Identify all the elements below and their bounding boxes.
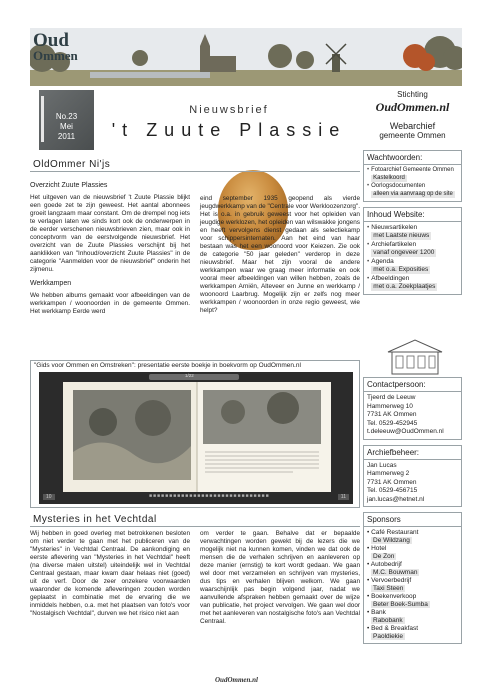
section1-col2 <box>200 195 360 315</box>
sponsor-item[interactable]: • Café Restaurant De Wildzang <box>367 529 419 544</box>
sponsor-item[interactable]: • Hotel De Zon <box>367 545 395 560</box>
wachtwoorden-title: Wachtwoorden: <box>364 151 461 165</box>
oudommen-logo[interactable]: OudOmmen.nl <box>375 100 450 114</box>
list-item[interactable] <box>367 258 458 274</box>
issue-bar <box>41 96 44 142</box>
contact-city: 7731 AK Ommen <box>367 411 417 418</box>
section1-paragraph3: eind september 1935 geopend als vierde jeugdwerkkamp van de "Centrale voor Werkloozenzorg". Het is o.a. in gebruik geweest voor het opleiden van jeugdige werklozen, het opleiden van wilswakke jongens en heeft vervolgens dienst gedaan als selectiekamp voor schippersinternaten. Aan het eind van haar bestaan was het een woonoord voor Keiezen. Zie ook de categorie "50 jaar geleden" verderop in deze nieuwsbrief. Maar het zijn vooral de andere werkkampen waar we graag meer informatie en ook vooral meer afbeeldingen van willen hebben, zoals de werkkampen Arniën, Alteveer en Junne en werkkamp / woonoord Laarbrug. Mogelijk zijn er zelfs nog meer werkkampen / woonoorden in onze regio geweest, wie helpt? <box>200 195 361 314</box>
item-sub: met o.a. Zoekplaatjes <box>373 283 436 290</box>
logo-text-ommen: Ommen <box>33 48 78 63</box>
archief-title: Archiefbeheer: <box>364 446 461 460</box>
archief-city: 7731 AK Ommen <box>367 478 417 486</box>
bullet-icon: • <box>367 241 370 248</box>
right-column-lower <box>363 377 462 644</box>
newsletter-label: Nieuwsbrief <box>189 104 269 116</box>
item-label: Afbeeldingen <box>371 275 410 282</box>
gemeente-label: gemeente Ommen <box>379 131 446 140</box>
section2-col1 <box>30 530 190 618</box>
sponsor-item[interactable]: • Bank Rabobank <box>367 609 403 624</box>
sponsor-item[interactable]: • Boekenverkoop Beter Boek-Sumba <box>367 593 428 608</box>
newsletter-title: 't Zuute Plassie <box>111 120 347 140</box>
page-right-number[interactable]: 11 <box>338 494 349 500</box>
bullet-icon: • <box>367 275 370 282</box>
contact-box <box>363 377 462 440</box>
sponsor-sub: De Wildzang <box>373 536 410 544</box>
right-column <box>363 90 462 295</box>
book-spread <box>63 382 331 492</box>
sponsor-item[interactable]: • Vervoerbedrijf Taxi Steen <box>367 577 412 592</box>
viewer-toolbar[interactable] <box>149 374 239 380</box>
newsletter-title-area <box>98 90 360 152</box>
inhoud-title: Inhoud Website: <box>364 208 461 222</box>
sponsor-label: Café Restaurant <box>371 529 419 536</box>
section1-subtitle2: Werkkampen <box>30 280 72 287</box>
archief-box <box>363 445 462 508</box>
item-label: Fotoarchief Gemeente Ommen <box>371 167 454 173</box>
section1-col1 <box>30 182 190 316</box>
sponsor-sub: Paoldiekie <box>373 632 403 640</box>
footer-logo[interactable]: OudOmmen.nl <box>215 676 258 684</box>
sponsors-box <box>363 512 462 644</box>
sponsor-label: Hotel <box>371 545 387 552</box>
bullet-icon: • <box>367 258 370 265</box>
page-left-number[interactable]: 10 <box>43 494 55 500</box>
item-sub: alleen via aanvraag op de site <box>373 190 453 197</box>
list-item <box>367 183 458 198</box>
section-title-oldommer: OldOmmer Ni'js <box>30 158 360 172</box>
house-icon <box>386 338 444 376</box>
inhoud-box <box>363 207 462 295</box>
issue-month: Mei <box>60 122 73 131</box>
archief-phone: Tel. 0529-456715 <box>367 487 418 494</box>
section1-paragraph2: We hebben albums gemaakt voor afbeeldingen van de werkkampen / woonoorden in de gemeente Ommen. Het werkkamp Eerde werd <box>30 292 190 315</box>
archief-name: Jan Lucas <box>367 461 397 469</box>
item-sub: met o.a. Exposities <box>373 266 429 273</box>
item-sub: met Laatste nieuws <box>373 232 430 239</box>
page-thumbnails-strip[interactable]: ■■■■■■■■■■■■■■■■■■■■■■■■■■■■■■ <box>149 493 270 499</box>
item-label: Nieuwsartikelen <box>371 224 418 231</box>
item-label: Oorlogsdocumenten <box>371 183 426 189</box>
list-item[interactable] <box>367 224 458 240</box>
webarchief-label: Webarchief <box>389 121 436 131</box>
issue-number: No.23 <box>55 112 78 121</box>
sponsor-label: Boekenverkoop <box>371 593 417 600</box>
item-sub: vanaf ongeveer 1200 <box>373 249 435 256</box>
section1-paragraph1: Het uitgeven van de nieuwsbrief 't Zuute Plassie blijkt een goede zet te zijn geweest. Het aantal abonnees groeit langzaam maar constant. Om de drempel nog iets te verlagen laten we sinds kort ook de onderwerpen in de eerder verschenen nieuwsbrieven zien, maar ook in conceptvorm van de eerstvolgende nieuwsbrief. Het overzicht van de Zuute Plassies verschijnt bij het aanklikken van "Inhoud/overzicht Zuute Plassies" in de categorie "Aanmelden voor de nieuwsbrief" onderin het zijmenu. <box>30 194 190 273</box>
wachtwoorden-box <box>363 150 462 202</box>
archief-address: Hammerweg 2 <box>367 470 410 477</box>
gids-title: "Gids voor Ommen en Omstreken": presentatie eerste boekje in boekvorm op OudOmmen.nl <box>34 362 301 369</box>
sponsor-label: Bed & Breakfast <box>371 625 419 632</box>
book-viewer[interactable] <box>39 372 353 504</box>
sponsor-label: Vervoerbedrijf <box>371 577 412 584</box>
sponsor-sub: M.C. Bouwman <box>373 568 418 576</box>
list-item[interactable] <box>367 241 458 257</box>
sponsor-label: Autobedrijf <box>370 561 402 568</box>
stichting-label: Stichting <box>397 90 428 99</box>
list-item <box>367 167 458 182</box>
contact-phone: Tel. 0529-452945 <box>367 419 418 427</box>
item-sub: Kastelkoord <box>373 174 405 181</box>
section2-paragraph2: om verder te gaan. Behalve dat er bepaalde verwachtingen worden gewekt bij de lezers die we mogelijk niet na kunnen komen, vinden we dat ook de mensen die de verhalen schrijven en aanleveren op deze manier (ernstig) te kort wordt gedaan. We gaan wel door met verzamelen en schrijven van mysteries, dus tips en verhalen blijven welkom. We gaan waarschijnlijk pas begin volgend jaar, nadat we aanvullende afspraken hebben gemaakt over de wijze van publicatie, het project vervolgen. We gaan wel door met het aanleveren van nostalgische foto's aan Vechtdal Centraal. <box>200 530 360 625</box>
item-label: Archiefartikelen <box>371 241 417 248</box>
logo-text-oud: Oud <box>33 30 69 51</box>
book-pages-illustration <box>63 382 331 492</box>
issue-box <box>39 90 94 150</box>
sponsor-sub: De Zon <box>373 552 395 560</box>
site-logo[interactable] <box>33 30 95 64</box>
section2-col2 <box>200 530 360 626</box>
issue-year: 2011 <box>57 132 76 141</box>
gids-box <box>30 360 360 508</box>
sponsor-item[interactable]: • Autobedrijf M.C. Bouwman <box>367 561 418 576</box>
section2-paragraph1: Wij hebben in goed overleg met betrokkenen besloten om niet verder te gaan met het publiceren van de "Mysteries" in Vechtdal Centraal. De aankondiging en eerste aflevering van "Mysteries in het Vechtdal" heeft (na diverse malen uitstel) uiteindelijk wel in Vechtdal Centraal gestaan, maar kwam daar helaas niet (goed) uit de verf. Door de zeer onzekere voorwaarden waaronder de komende afleveringen zouden worden geplaatst in combinatie met de ervaring die we inmiddels hebben, o.a. met het plaatsen van foto's voor "Nostalgisch Vechtdal", durven we het risico niet aan <box>30 530 190 617</box>
viewer-page-indicator: 1/22 <box>185 373 194 378</box>
sponsors-title: Sponsors <box>364 513 461 527</box>
contact-address: Hammerweg 10 <box>367 402 413 410</box>
section-title-mysteries: Mysteries in het Vechtdal <box>30 513 360 527</box>
archief-email-link[interactable]: jan.lucas@hetnet.nl <box>367 495 425 503</box>
bullet-icon: • <box>367 167 370 173</box>
item-label: Agenda <box>371 258 394 265</box>
sponsor-sub: Taxi Steen <box>373 584 404 592</box>
contact-name: Tjeerd de Leeuw <box>367 394 416 401</box>
sponsor-item[interactable]: • Bed & Breakfast Paoldiekie <box>367 625 419 640</box>
bullet-icon: • <box>367 183 370 189</box>
contact-email-link[interactable]: t.deleeuw@OudOmmen.nl <box>367 428 444 435</box>
sponsor-sub: Rabobank <box>373 616 403 624</box>
contact-title: Contactpersoon: <box>364 378 461 392</box>
bullet-icon: • <box>367 224 370 231</box>
list-item[interactable] <box>367 275 458 291</box>
sponsor-sub: Beter Boek-Sumba <box>373 600 428 608</box>
sponsor-label: Bank <box>371 609 386 616</box>
section1-subtitle: Overzicht Zuute Plassies <box>30 182 108 189</box>
